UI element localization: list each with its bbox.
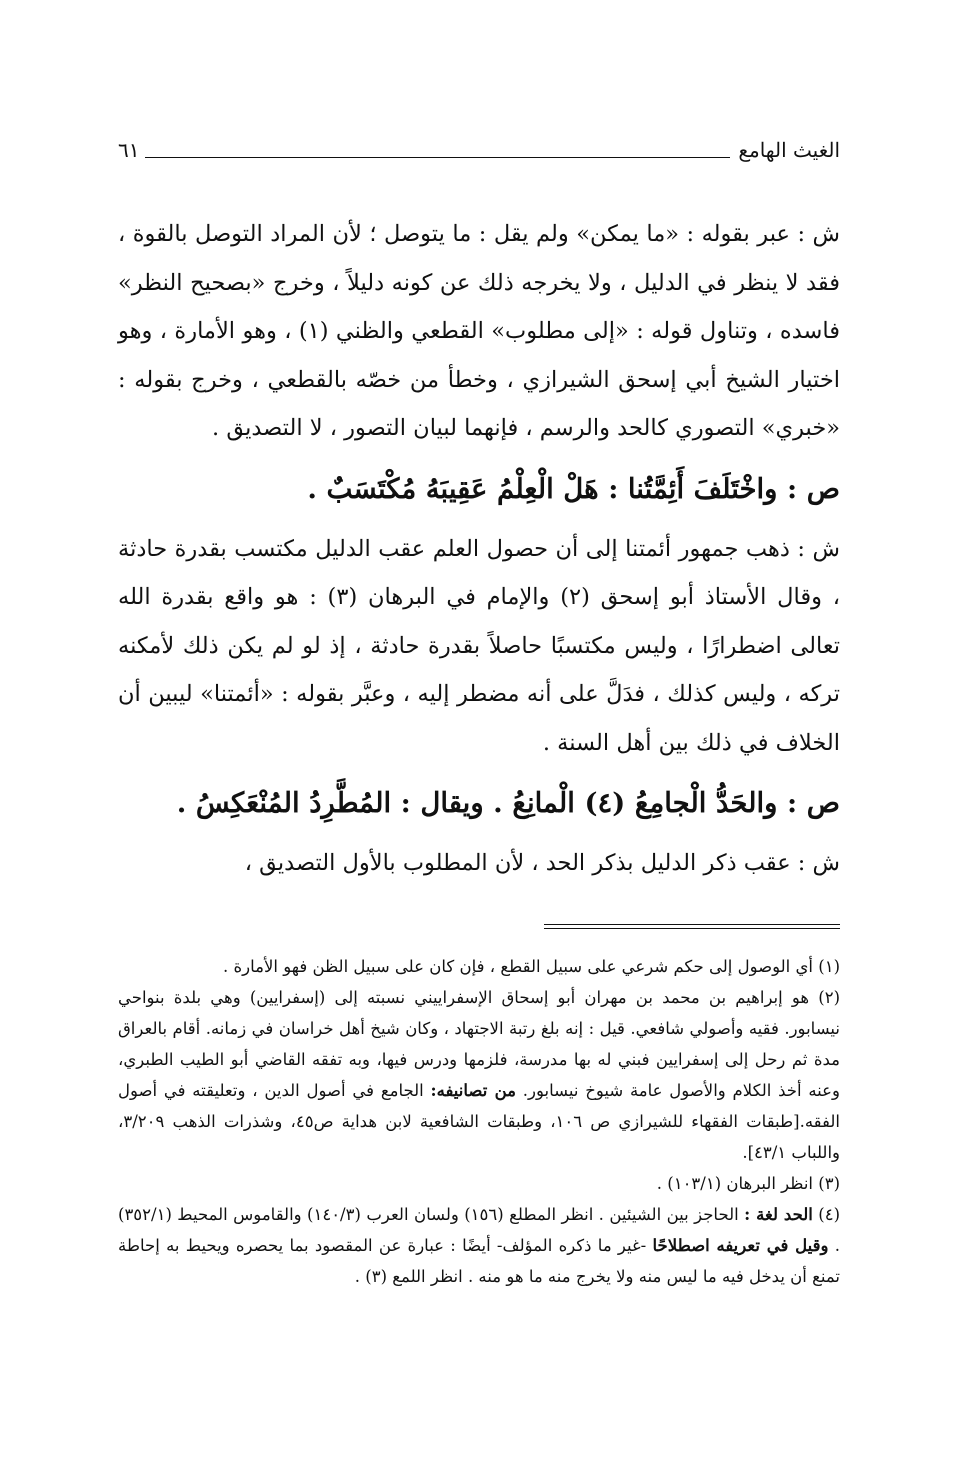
footnote-4-bold-2: وقيل في تعريفه اصطلاحًا bbox=[652, 1235, 829, 1255]
footnote-4-prefix: (٤) bbox=[818, 1204, 841, 1224]
running-header bbox=[118, 130, 840, 170]
book-page bbox=[118, 130, 840, 1292]
footnotes bbox=[118, 951, 840, 1292]
commentary-paragraph-2: ش : ذهب جمهور أئمتنا إلى أن حصول العلم عقب الدليل مكتسب بقدرة حادثة ، وقال الأستاذ أبو إسحق (٢) والإمام في البرهان (٣) : هو واقع بقدرة الله تعالى اضطرارًا ، وليس مكتسبًا حاصلاً بقدرة حادثة ، إذ لو لم يكن ذلك لأمكنه تركه ، وليس كذلك ، فدَلَّ على أنه مضطر إليه ، وعبَّر بقوله : «أئمتنا» ليبين أن الخلاف في ذلك بين أهل السنة . bbox=[118, 535, 840, 756]
matn-line-2: ص : والحَدُّ الْجامِعُ (٤) الْمانِعُ . ويقال : المُطَّرِدُ المُنْعَكِسُ . bbox=[176, 787, 840, 819]
footnote-2-text: (٢) هو إبراهيم بن محمد بن مهران أبو إسحاق الإسفراييني نسبته إلى (إسفرايين) وهي بلدة بنواحي نيسابور. فقيه وأصولي شافعي. قيل : إنه بلغ رتبة الاجتهاد ، وكان شيخ أهل خراسان في زمانه. أقام بالعراق مدة ثم رحل إلى إسفرايين فبني له بها مدرسة، فلزمها ودرس فيها، وبه تفقه القاضي أبو الطيب الطبري، وعنه أخذ الكلام والأصول عامة شيوخ نيسابور. bbox=[118, 987, 840, 1100]
footnote-4-bold-1: الحد لغة : bbox=[744, 1204, 813, 1224]
book-title: الغيث الهامع bbox=[738, 138, 840, 162]
footnote-separator bbox=[544, 924, 840, 929]
footnote-1: (١) أي الوصول إلى حكم شرعي على سبيل القطع ، فإن كان على سبيل الظن فهو الأمارة . bbox=[222, 956, 840, 976]
footnote-2-rest: الجامع في أصول الدين ، وتعليقته في أصول الفقه.[طبقات الفقهاء للشيرازي ص ١٠٦، وطبقات الشافعية لابن هداية ص٤٥، وشذرات الذهب ٣/٢٠٩، واللباب ٤٣/١]. bbox=[118, 1080, 840, 1162]
footnote-2 bbox=[118, 982, 840, 1168]
matn-line-1: ص : واخْتَلَفَ أَئِمَّتُنا : هَلْ الْعِلْمُ عَقِيبَهُ مُكْتَسَبٌ . bbox=[307, 472, 840, 505]
footnote-4-part-1: الحاجز بين الشيئين . انظر المطلع (١٥٦) ولسان العرب (١٤٠/٣) والقاموس المحيط (٣٥٢/١) . bbox=[118, 1204, 840, 1255]
footnote-4 bbox=[118, 1199, 840, 1292]
commentary-paragraph-3: ش : عقب ذكر الدليل بذكر الحد ، لأن المطلوب بالأول التصديق ، bbox=[244, 850, 840, 876]
main-text bbox=[118, 210, 840, 888]
footnote-4-part-2: -غير ما ذكره المؤلف- أيضًا : عبارة عن المقصود بما يحصره ويحيط به إحاطة تمنع أن يدخل فيه ما ليس منه ولا يخرج منه ما هو منه . انظر اللمع (٣) . bbox=[118, 1235, 840, 1286]
footnote-3: (٣) انظر البرهان (١٠٣/١) . bbox=[656, 1173, 840, 1193]
footnote-2-bold: من تصانيفه: bbox=[430, 1080, 516, 1100]
header-rule bbox=[145, 157, 730, 158]
commentary-paragraph-1: ش : عبر بقوله : «ما يمكن» ولم يقل : ما يتوصل ؛ لأن المراد التوصل بالقوة ، فقد لا ينظر في الدليل ، ولا يخرجه ذلك عن كونه دليلاً ، وخرج «بصحيح النظر» فاسده ، وتناول قوله : «إلى مطلوب» القطعي والظني (١) ، وهو الأمارة ، وهو اختيار الشيخ أبي إسحق الشيرازي ، وخطأ من خصّه بالقطعي ، وخرج بقوله : «خبري» التصوري كالحد والرسم ، فإنهما لبيان التصور ، لا التصديق . bbox=[118, 221, 840, 441]
page-number: ٦١ bbox=[118, 138, 140, 162]
